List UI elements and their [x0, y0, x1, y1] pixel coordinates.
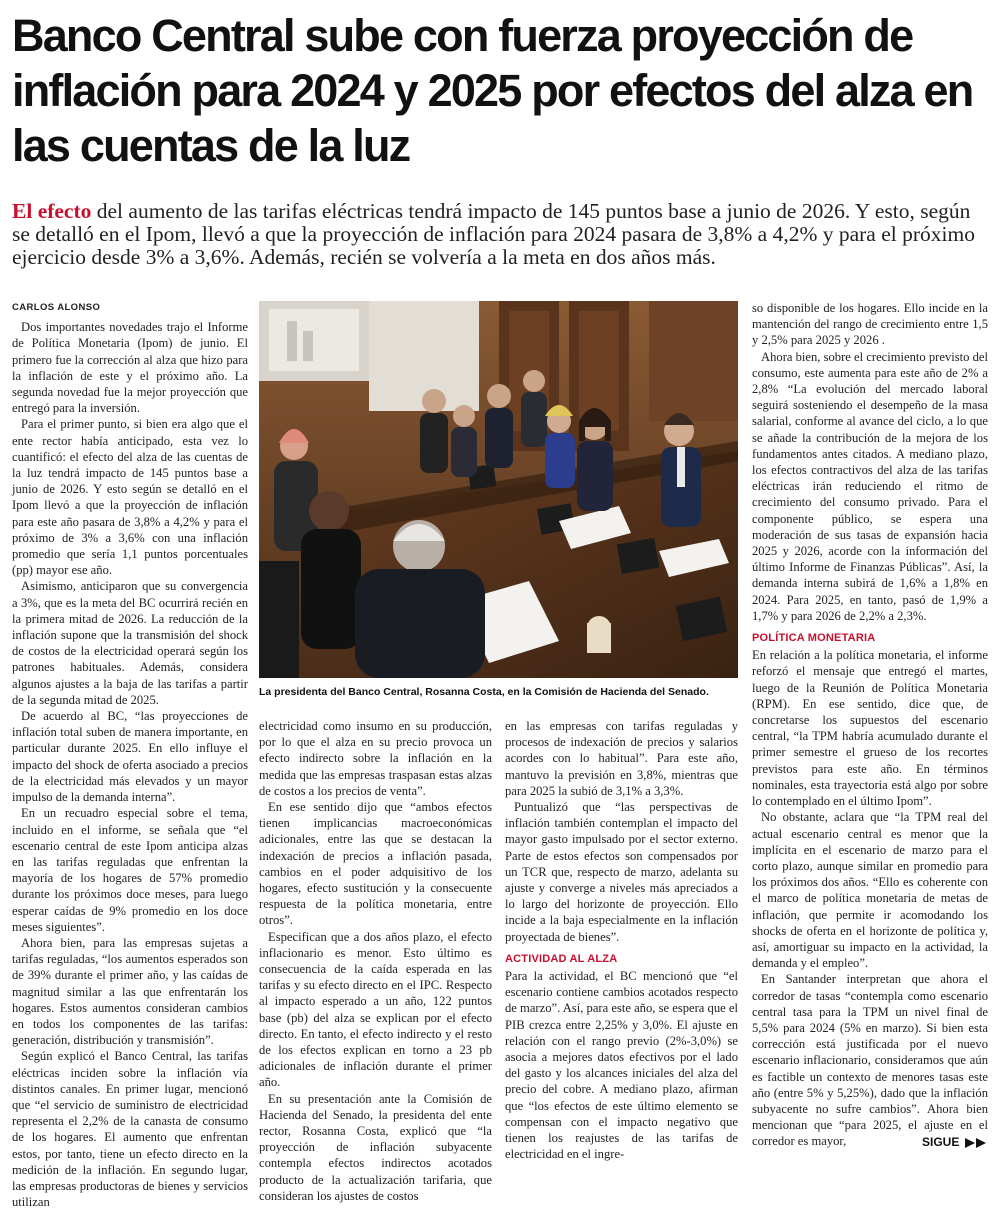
senate-hearing-illustration [259, 301, 738, 678]
section-heading-actividad: ACTIVIDAD AL ALZA [505, 952, 618, 965]
body-paragraph: Según explicó el Banco Central, las tarifas eléctricas inciden sobre la inflación vía distintos canales. En primer lugar, mencionó que “el servicio de suministro de electricidad representa el 2,2% de la canasta de consumo de los hogares. El aumento que enfrentan estos, por tanto, tiene un efecto directo en la medición de la inflación. En segundo lugar, las empresas productoras de bienes y servicios utilizan [12, 1049, 248, 1210]
section-heading-politica: POLÍTICA MONETARIA [752, 632, 876, 645]
article-column-1 [12, 300, 248, 1210]
body-paragraph: Puntualizó que “las perspectivas de inflación también contemplan el impacto del mayor gasto impulsado por el sector externo. Parte de estos efectos son compensados por un TCR que, respecto de marzo, adelanta su ajuste y converge a niveles más apreciados a lo largo del horizonte de proyección. Ello incide a la baja especialmente en la inflación proyectada de bienes”. [505, 800, 738, 944]
body-paragraph: De acuerdo al BC, “las proyecciones de inflación total suben de manera importante, en particular durante 2025. En ello influye el impacto del shock de oferta asociado a precios de la electricidad más elevados y un mayor impulso de la demanda interna”. [12, 709, 248, 805]
article-column-3 [505, 718, 738, 1162]
body-paragraph: Asimismo, anticiparon que su convergencia a 3%, que es la meta del BC ocurrirá recién en la primera mitad de 2026. La reducción de la inflación supone que la transmisión del shock de costos de la electricidad operará según los patrones habituales. Además, considera algunos ajustes a la baja de las tarifas a partir de la segunda mitad de 2025. [12, 579, 248, 707]
body-paragraph: so disponible de los hogares. Ello incide en la mantención del rango de crecimiento entre 1,5 y 2,5% para 2025 y 2026 . [752, 301, 988, 348]
double-arrow-icon [963, 1137, 989, 1149]
photo-caption: La presidenta del Banco Central, Rosanna Costa, en la Comisión de Hacienda del Senado. [259, 686, 709, 698]
continue-marker [922, 1135, 989, 1149]
body-paragraph: Ahora bien, sobre el crecimiento previsto del consumo, este aumenta para este año de 2% a 2,8% “La evolución del mercado laboral seguirá sosteniendo el desempeño de la masa salarial, conforme al avance del ciclo, a lo que se añade la contribución de la mejora de los fundamentos antes citados. A mediano plazo, los efectos contractivos del alza de las tarifas eléctricas irán reduciendo el ritmo de crecimiento del consumo privado. Para el componente público, se espera una moderación de sus tasas de expansión hacia 2025 y 2026, acorde con la información del último Informe de Finanzas Públicas”. Así, la demanda interna subirá de 1,6% a 1,8% en 2024. Para 2025, en tanto, pasó de 1,9% a 1,7% y para 2026 de 2,2% a 2,3%. [752, 349, 988, 623]
body-paragraph: En su presentación ante la Comisión de Hacienda del Senado, la presidenta del ente rector, Rosanna Costa, explicó que “la proyección de inflación subyacente contempla efectos indirectos acotados producto de la actualización tarifaria, que consideran los ajustes de costos [259, 1091, 492, 1203]
body-paragraph: En ese sentido dijo que “ambos efectos tienen implicancias macroeconómicas adicionales, entre las que se destacan la indexación de precios a inflación pasada, cambios en el poder adquisitivo de los hogares, efecto sustitución y la consecuente respuesta de la política monetaria, entre otros”. [259, 800, 492, 928]
lead-text: del aumento de las tarifas eléctricas tendrá impacto de 145 puntos base a junio de 2026. Y esto, según se detalló en el Ipom, llevó a que la proyección de inflación para 2024 pasara de 3,8% a 4,2% y para el próximo ejercicio desde 3% a 3,6%. Además, recién se volvería a la meta en dos años más. [12, 199, 975, 269]
body-paragraph: No obstante, aclara que “la TPM real del actual escenario central es menor que la implícita en el escenario de marzo para el corto plazo, aunque similar en promedio para los próximos dos años. “Ello es coherente con el marco de política monetaria de metas de inflación, que permite ir acomodando los shocks de oferta en el horizonte de política y, así, amortiguar su impacto en la actividad, la demanda y el empleo”. [752, 810, 988, 971]
body-paragraph: en las empresas con tarifas reguladas y procesos de indexación de precios y salarios acordes con lo habitual”. Para este año, mantuvo la previsión en 3,8%, mientras que para 2025 la subió de 3,1% a 3,3%. [505, 719, 738, 798]
lead-paragraph [12, 200, 987, 269]
sigue-label: SIGUE [922, 1135, 960, 1149]
body-paragraph: Especifican que a dos años plazo, el efecto inflacionario es menor. Esto último es consecuencia de la caída esperada en las tarifas y su efecto directo en el IPC. Respecto al impacto esperado a un año, 122 puntos base (pb) del alza se explican por el efecto directo. En tanto, el efecto indirecto y el resto de los efectos explican en torno a 23 pb adicionales de inflación durante el primer año. [259, 929, 492, 1090]
headline: Banco Central sube con fuerza proyección de inflación para 2024 y 2025 por efectos del alza en las cuentas de la luz [12, 10, 973, 171]
body-paragraph: electricidad como insumo en su producción, por lo que el alza en su precio provoca un efecto indirecto sobre la inflación en la medida que las empresas traspasan estas alzas de costos a los precios de venta”. [259, 719, 492, 798]
body-paragraph: Dos importantes novedades trajo el Informe de Política Monetaria (Ipom) de junio. El primero fue la corrección al alza que hizo para la inflación de este y el próximo año. La segunda novedad fue la mejor proyección que entregó para la inversión. [12, 320, 248, 416]
body-paragraph: Para la actividad, el BC mencionó que “el escenario contiene cambios acotados respecto de marzo”. Así, para este año, se espera que el PIB crezca entre 2,25% y 3,0%. El ajuste en relación con el rango previo (2%-3,0%) se asocia a mejores datos efectivos por el lado del gasto y los alcances iniciales del alza del precio del cobre. A mediano plazo, afirman que “los efectos de este último elemento se compensan con el impacto negativo que tienen los reajustes de las tarifas de electricidad en el ingre- [505, 969, 738, 1162]
body-paragraph: Ahora bien, para las empresas sujetas a tarifas reguladas, “los aumentos esperados son de 39% durante el primer año, y las caídas de magnitud similar a las que enfrentarán los hogares. Estos aumentos consideran cambios en todos los componentes de las tarifas: generación, distribución y transmisión”. [12, 935, 248, 1048]
article-column-4 [752, 300, 988, 1150]
article-column-2 [259, 718, 492, 1204]
body-paragraph: En Santander interpretan que ahora el corredor de tasas “contempla como escenario central tasa para la TPM un nivel final de 5,5% para 2024 (5% en marzo). Si bien esta corrección está justificada por el nuevo escenario inflacionario, consideramos que aún es factible un contexto de menores tasas este año (entre 5% y 5,25%), dado que la inflación subyacente no sufre cambios”. Ahora bien mencionan que “para 2025, el ajuste en el corredor es mayor, [752, 972, 988, 1149]
byline: CARLOS ALONSO [12, 302, 101, 313]
body-paragraph: Para el primer punto, si bien era algo que el ente rector había anticipado, esta vez lo cuantificó: el efecto del alza de las cuentas de la luz tendrá impacto de 145 puntos base a junio de 2026. Y esto según se detalló en el Ipom llevó a que la proyección de inflación para este año pasara de 3,8% a 4,2% y para el próximo de 3% a 3,6% con una inflación promedio que sería 1,1 puntos porcentuales (pp) mayor ese año. [12, 417, 248, 578]
body-paragraph: En un recuadro especial sobre el tema, incluido en el informe, se señala que “el escenario central de este Ipom anticipa alzas en las tarifas reguladas que enfrentan la mayoría de los hogares de 57% promedio durante los próximos doce meses, para luego esperar caídas de 9% promedio en los doce meses siguientes”. [12, 806, 248, 934]
lead-kicker: El efecto [12, 199, 92, 223]
body-paragraph: En relación a la política monetaria, el informe reforzó el mensaje que entregó el martes, luego de la Reunión de Política Monetaria (RPM). En ese sentido, dice que, de concretarse los supuestos del escenario central, “la TPM habría acumulado durante el primer semestre el grueso de los recortes previstos para este año. En términos nominales, esta trayectoria está algo por sobre lo contemplado en el último Ipom”. [752, 648, 988, 809]
article-photo [259, 301, 738, 678]
